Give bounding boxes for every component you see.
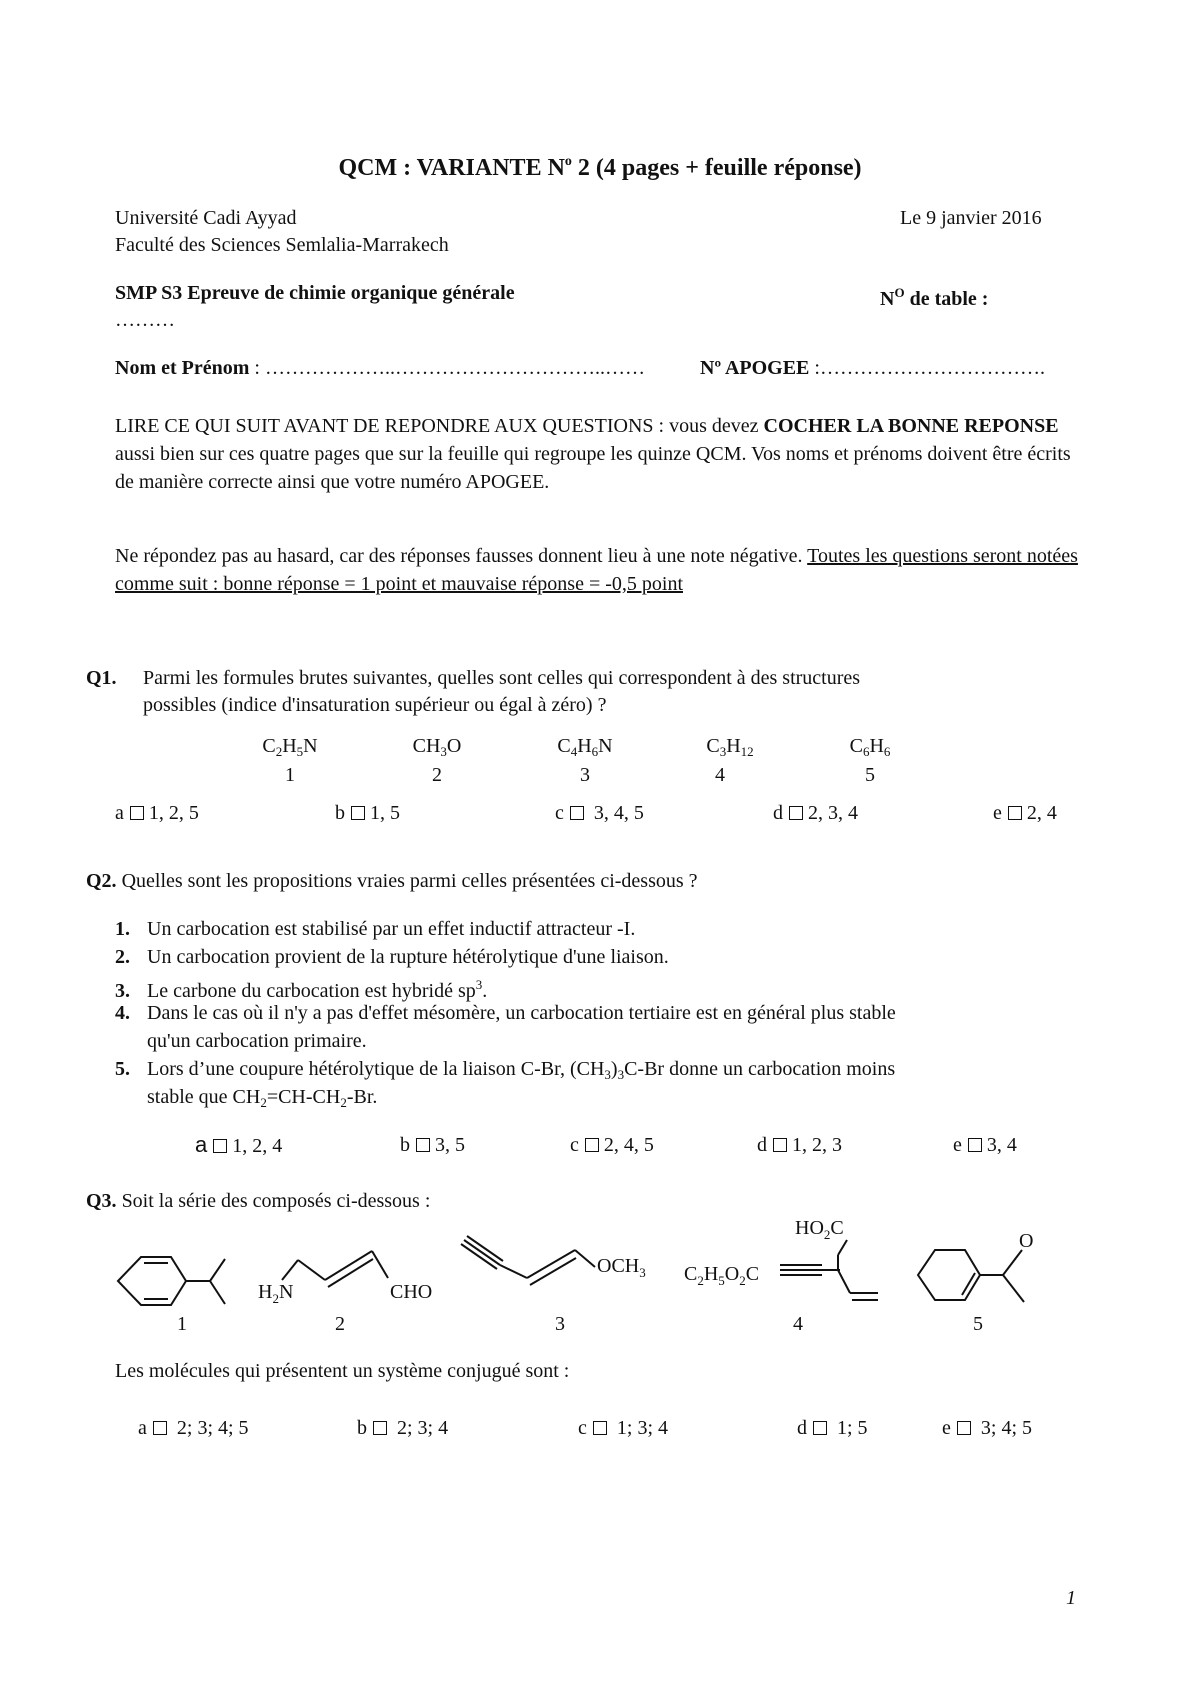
q3-label: Q3. bbox=[86, 1190, 117, 1212]
q1-formula-4: $C_3H_{12}$ bbox=[706, 735, 754, 759]
q2-item-5-cont: stable que $CH_2=CH-CH_2-Br$. bbox=[147, 1086, 378, 1110]
svg-text:OCH3: $OCH_3$ bbox=[597, 1255, 646, 1280]
apogee-label: Nº APOGEE bbox=[700, 357, 810, 379]
q1-text-line1: Parmi les formules brutes suivantes, quelles sont celles qui correspondent à des structures bbox=[143, 667, 861, 689]
q3-option-e[interactable]: e 3; 4; 5 bbox=[942, 1417, 1033, 1439]
instructions-paragraph-2 bbox=[115, 542, 1085, 598]
q2-label: Q2. bbox=[86, 870, 117, 892]
apogee-field[interactable] bbox=[700, 355, 1045, 381]
q1-number-5: 5 bbox=[865, 764, 875, 786]
faculty: Faculté des Sciences Semlalia-Marrakech bbox=[115, 234, 449, 256]
svg-text:C2H5O2C: $C_2H_5O_2C$ bbox=[684, 1263, 760, 1288]
checkbox-icon[interactable] bbox=[773, 1138, 787, 1152]
instructions-grading: Toutes les questions seront notées comme suit : bonne réponse = 1 point et mauvaise réponse = -0,5 point bbox=[115, 545, 1078, 595]
q3-option-a[interactable]: a 2; 3; 4; 5 bbox=[138, 1417, 249, 1439]
table-number-label bbox=[880, 280, 988, 312]
instructions-bold: COCHER LA BONNE REPONSE bbox=[763, 415, 1059, 437]
q2-option-e[interactable]: e 3, 4 bbox=[953, 1134, 1017, 1156]
page-number: 1 bbox=[1066, 1587, 1076, 1609]
q2-header bbox=[86, 868, 698, 894]
q1-formula-1: $C_2H_5N$ bbox=[262, 735, 318, 759]
q3-compound-number-3: 3 bbox=[555, 1313, 565, 1335]
checkbox-icon[interactable] bbox=[570, 806, 584, 820]
q3-compound-number-1: 1 bbox=[177, 1313, 187, 1335]
table-label: N bbox=[880, 288, 895, 310]
exam-date: Le 9 janvier 2016 bbox=[900, 207, 1042, 229]
name-field[interactable] bbox=[115, 355, 645, 381]
title-text: QCM : VARIANTE N bbox=[338, 155, 565, 181]
checkbox-icon[interactable] bbox=[373, 1421, 387, 1435]
q1-option-c[interactable]: c 3, 4, 5 bbox=[555, 802, 644, 824]
q3-compound-number-2: 2 bbox=[335, 1313, 345, 1335]
name-dots: : ………………..…………………………..…… bbox=[249, 357, 645, 379]
q2-option-b[interactable]: b 3, 5 bbox=[400, 1134, 465, 1156]
course-title: SMP S3 Epreuve de chimie organique générale bbox=[115, 282, 515, 304]
q2-item-5: 5. Lors d’une coupure hétérolytique de la liaison C-Br, $(CH_3)_3C-Br$ donne un carbocation moins bbox=[115, 1058, 896, 1082]
compound-2-structure bbox=[258, 1251, 432, 1306]
instructions-text-a: LIRE CE QUI SUIT AVANT DE REPONDRE AUX QUESTIONS : vous devez bbox=[115, 415, 764, 437]
compound-5-structure bbox=[918, 1230, 1033, 1302]
q2-option-d[interactable]: d 1, 2, 3 bbox=[757, 1134, 842, 1156]
checkbox-icon[interactable] bbox=[957, 1421, 971, 1435]
q3-option-b[interactable]: b 2; 3; 4 bbox=[357, 1417, 449, 1439]
checkbox-icon[interactable] bbox=[789, 806, 803, 820]
q2-item-4: 4. Dans le cas où il n'y a pas d'effet mésomère, un carbocation tertiaire est en général plus stable bbox=[115, 1002, 896, 1024]
q1-option-e[interactable]: e 2, 4 bbox=[993, 802, 1057, 824]
q2-option-c[interactable]: c 2, 4, 5 bbox=[570, 1134, 654, 1156]
compound-1-structure bbox=[118, 1257, 225, 1305]
q2-item-1: 1. Un carbocation est stabilisé par un effet inductif attracteur -I. bbox=[115, 918, 636, 940]
q2-item-2: 2. Un carbocation provient de la rupture hétérolytique d'une liaison. bbox=[115, 946, 669, 968]
q1-formula-2: $CH_3O$ bbox=[412, 735, 462, 759]
q1-label: Q1. bbox=[86, 667, 117, 689]
name-label: Nom et Prénom bbox=[115, 357, 250, 379]
checkbox-icon[interactable] bbox=[153, 1421, 167, 1435]
compound-4-structure bbox=[684, 1217, 878, 1300]
table-sup: O bbox=[894, 285, 905, 300]
checkbox-icon[interactable] bbox=[593, 1421, 607, 1435]
title-rest: 2 (4 pages + feuille réponse) bbox=[571, 155, 862, 181]
checkbox-icon[interactable] bbox=[968, 1138, 982, 1152]
q1-number-4: 4 bbox=[715, 764, 725, 786]
q1-option-a[interactable]: a 1, 2, 5 bbox=[115, 802, 199, 824]
q2-text: Quelles sont les propositions vraies parmi celles présentées ci-dessous ? bbox=[116, 870, 698, 892]
q2-item-3: 3. Le carbone du carbocation est hybridé $sp^3$. bbox=[115, 977, 488, 1002]
checkbox-icon[interactable] bbox=[585, 1138, 599, 1152]
instructions-text-b: aussi bien sur ces quatre pages que sur la feuille qui regroupe les quinze QCM. Vos noms et prénoms doivent être écrits de manière correcte ainsi que votre numéro APOGEE. bbox=[115, 443, 1071, 493]
q3-option-c[interactable]: c 1; 3; 4 bbox=[578, 1417, 669, 1439]
checkbox-icon[interactable] bbox=[351, 806, 365, 820]
q1-option-d[interactable]: d 2, 3, 4 bbox=[773, 802, 858, 824]
q3-compound-number-5: 5 bbox=[973, 1313, 983, 1335]
instructions-warning: Ne répondez pas au hasard, car des réponses fausses donnent lieu à une note négative. bbox=[115, 545, 808, 567]
compound-3-structure bbox=[461, 1236, 646, 1285]
svg-text:O: O bbox=[1019, 1230, 1034, 1252]
q1-option-b[interactable]: b 1, 5 bbox=[335, 802, 400, 824]
checkbox-icon[interactable] bbox=[1008, 806, 1022, 820]
q1-number-1: 1 bbox=[285, 764, 295, 786]
q2-item-4-cont: qu'un carbocation primaire. bbox=[147, 1030, 367, 1052]
university: Université Cadi Ayyad bbox=[115, 207, 297, 229]
page-title bbox=[0, 147, 1200, 183]
checkbox-icon[interactable] bbox=[130, 806, 144, 820]
q1-text-line2: possibles (indice d'insaturation supérieur ou égal à zéro) ? bbox=[143, 694, 607, 716]
q3-option-d[interactable]: d 1; 5 bbox=[797, 1417, 868, 1439]
svg-text:HO2C: $HO_2C$ bbox=[795, 1217, 844, 1242]
apogee-dots: :……………………………. bbox=[809, 357, 1045, 379]
q1-formula-3: $C_4H_6N$ bbox=[557, 735, 613, 759]
table-number-dots[interactable]: ……… bbox=[115, 309, 175, 331]
instructions-paragraph-1 bbox=[115, 412, 1085, 496]
checkbox-icon[interactable] bbox=[416, 1138, 430, 1152]
svg-text:CHO: CHO bbox=[390, 1281, 433, 1303]
q1-number-3: 3 bbox=[580, 764, 590, 786]
checkbox-icon[interactable] bbox=[813, 1421, 827, 1435]
q3-question: Les molécules qui présentent un système conjugué sont : bbox=[115, 1360, 570, 1382]
q2-option-a[interactable]: a 1, 2, 4 bbox=[195, 1132, 283, 1157]
title-sup: o bbox=[564, 154, 572, 169]
q3-text: Soit la série des composés ci-dessous : bbox=[116, 1190, 431, 1212]
q1-number-2: 2 bbox=[432, 764, 442, 786]
svg-text:H2N: $H_2N$ bbox=[258, 1281, 294, 1306]
q3-compound-number-4: 4 bbox=[793, 1313, 803, 1335]
q1-formula-5: $C_6H_6$ bbox=[849, 735, 891, 759]
table-rest: de table : bbox=[904, 288, 989, 310]
checkbox-icon[interactable] bbox=[213, 1139, 227, 1153]
